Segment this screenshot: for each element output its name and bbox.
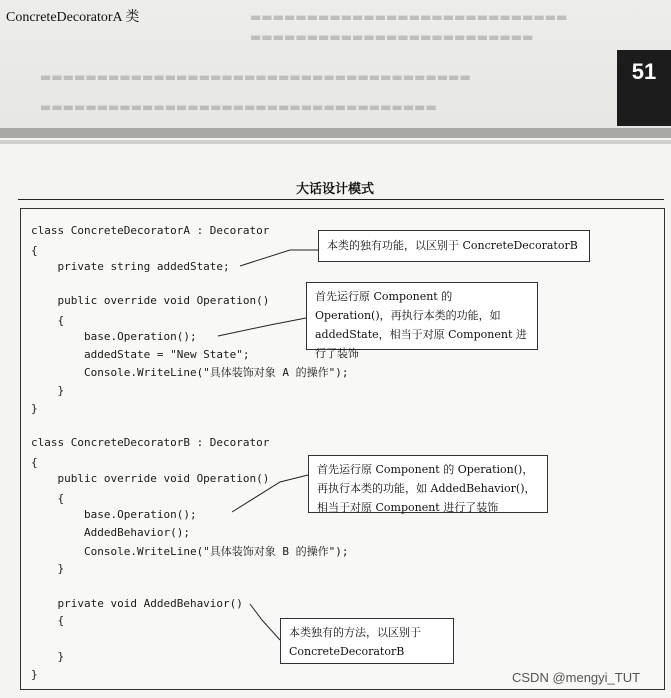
code-line: addedState = "New State";: [31, 348, 250, 361]
callout-operation-a: 首先运行原 Component 的 Operation()，再执行本类的功能，如 addedState，相当于对原 Component 进行了装饰: [306, 282, 538, 350]
code-line: private void AddedBehavior(): [31, 597, 243, 610]
faint-text: ▬▬▬▬▬▬▬▬▬▬▬▬▬▬▬▬▬▬▬▬▬▬▬▬▬: [250, 30, 534, 44]
code-line: base.Operation();: [31, 330, 197, 343]
code-line: class ConcreteDecoratorB : Decorator: [31, 436, 270, 449]
code-line: }: [31, 384, 65, 397]
callout-added-behavior: 本类独有的方法，以区别于 ConcreteDecoratorB: [280, 618, 454, 664]
code-line: {: [31, 492, 65, 505]
callout-operation-b: 首先运行原 Component 的 Operation()，再执行本类的功能，如 AddedBehavior()，相当于对原 Component 进行了装饰: [308, 455, 548, 513]
code-line: }: [31, 402, 38, 415]
code-line: }: [31, 668, 38, 681]
page-number-badge: 51: [617, 50, 671, 126]
faint-text: ▬▬▬▬▬▬▬▬▬▬▬▬▬▬▬▬▬▬▬▬▬▬▬▬▬▬▬▬▬▬▬▬▬▬▬▬▬▬: [40, 70, 471, 84]
callout-added-state: 本类的独有功能，以区别于 ConcreteDecoratorB: [318, 230, 590, 262]
code-line: {: [31, 614, 65, 627]
leader-line-4: [250, 604, 280, 640]
leader-line-2: [218, 318, 306, 336]
leader-line-3: [232, 475, 308, 512]
faint-text: ▬▬▬▬▬▬▬▬▬▬▬▬▬▬▬▬▬▬▬▬▬▬▬▬▬▬▬▬: [250, 10, 568, 24]
code-line: private string addedState;: [31, 260, 230, 273]
code-line: Console.WriteLine("具体装饰对象 A 的操作");: [31, 366, 349, 379]
code-line: {: [31, 244, 38, 257]
book-header: 大话设计模式: [296, 182, 375, 197]
code-line: {: [31, 314, 65, 327]
code-line: class ConcreteDecoratorA : Decorator: [31, 224, 270, 237]
code-line: base.Operation();: [31, 508, 197, 521]
section-title: ConcreteDecoratorA 类: [6, 10, 140, 25]
code-line: Console.WriteLine("具体装饰对象 B 的操作");: [31, 545, 349, 558]
code-line: {: [31, 456, 38, 469]
code-line: }: [31, 562, 65, 575]
leader-line-1: [240, 250, 318, 266]
code-line: public override void Operation(): [31, 472, 270, 485]
csdn-watermark: CSDN @mengyi_TUT: [512, 670, 641, 685]
faint-text: ▬▬▬▬▬▬▬▬▬▬▬▬▬▬▬▬▬▬▬▬▬▬▬▬▬▬▬▬▬▬▬▬▬▬▬: [40, 100, 437, 114]
code-line: public override void Operation(): [31, 294, 270, 307]
code-line: AddedBehavior();: [31, 526, 190, 539]
code-line: }: [31, 650, 65, 663]
